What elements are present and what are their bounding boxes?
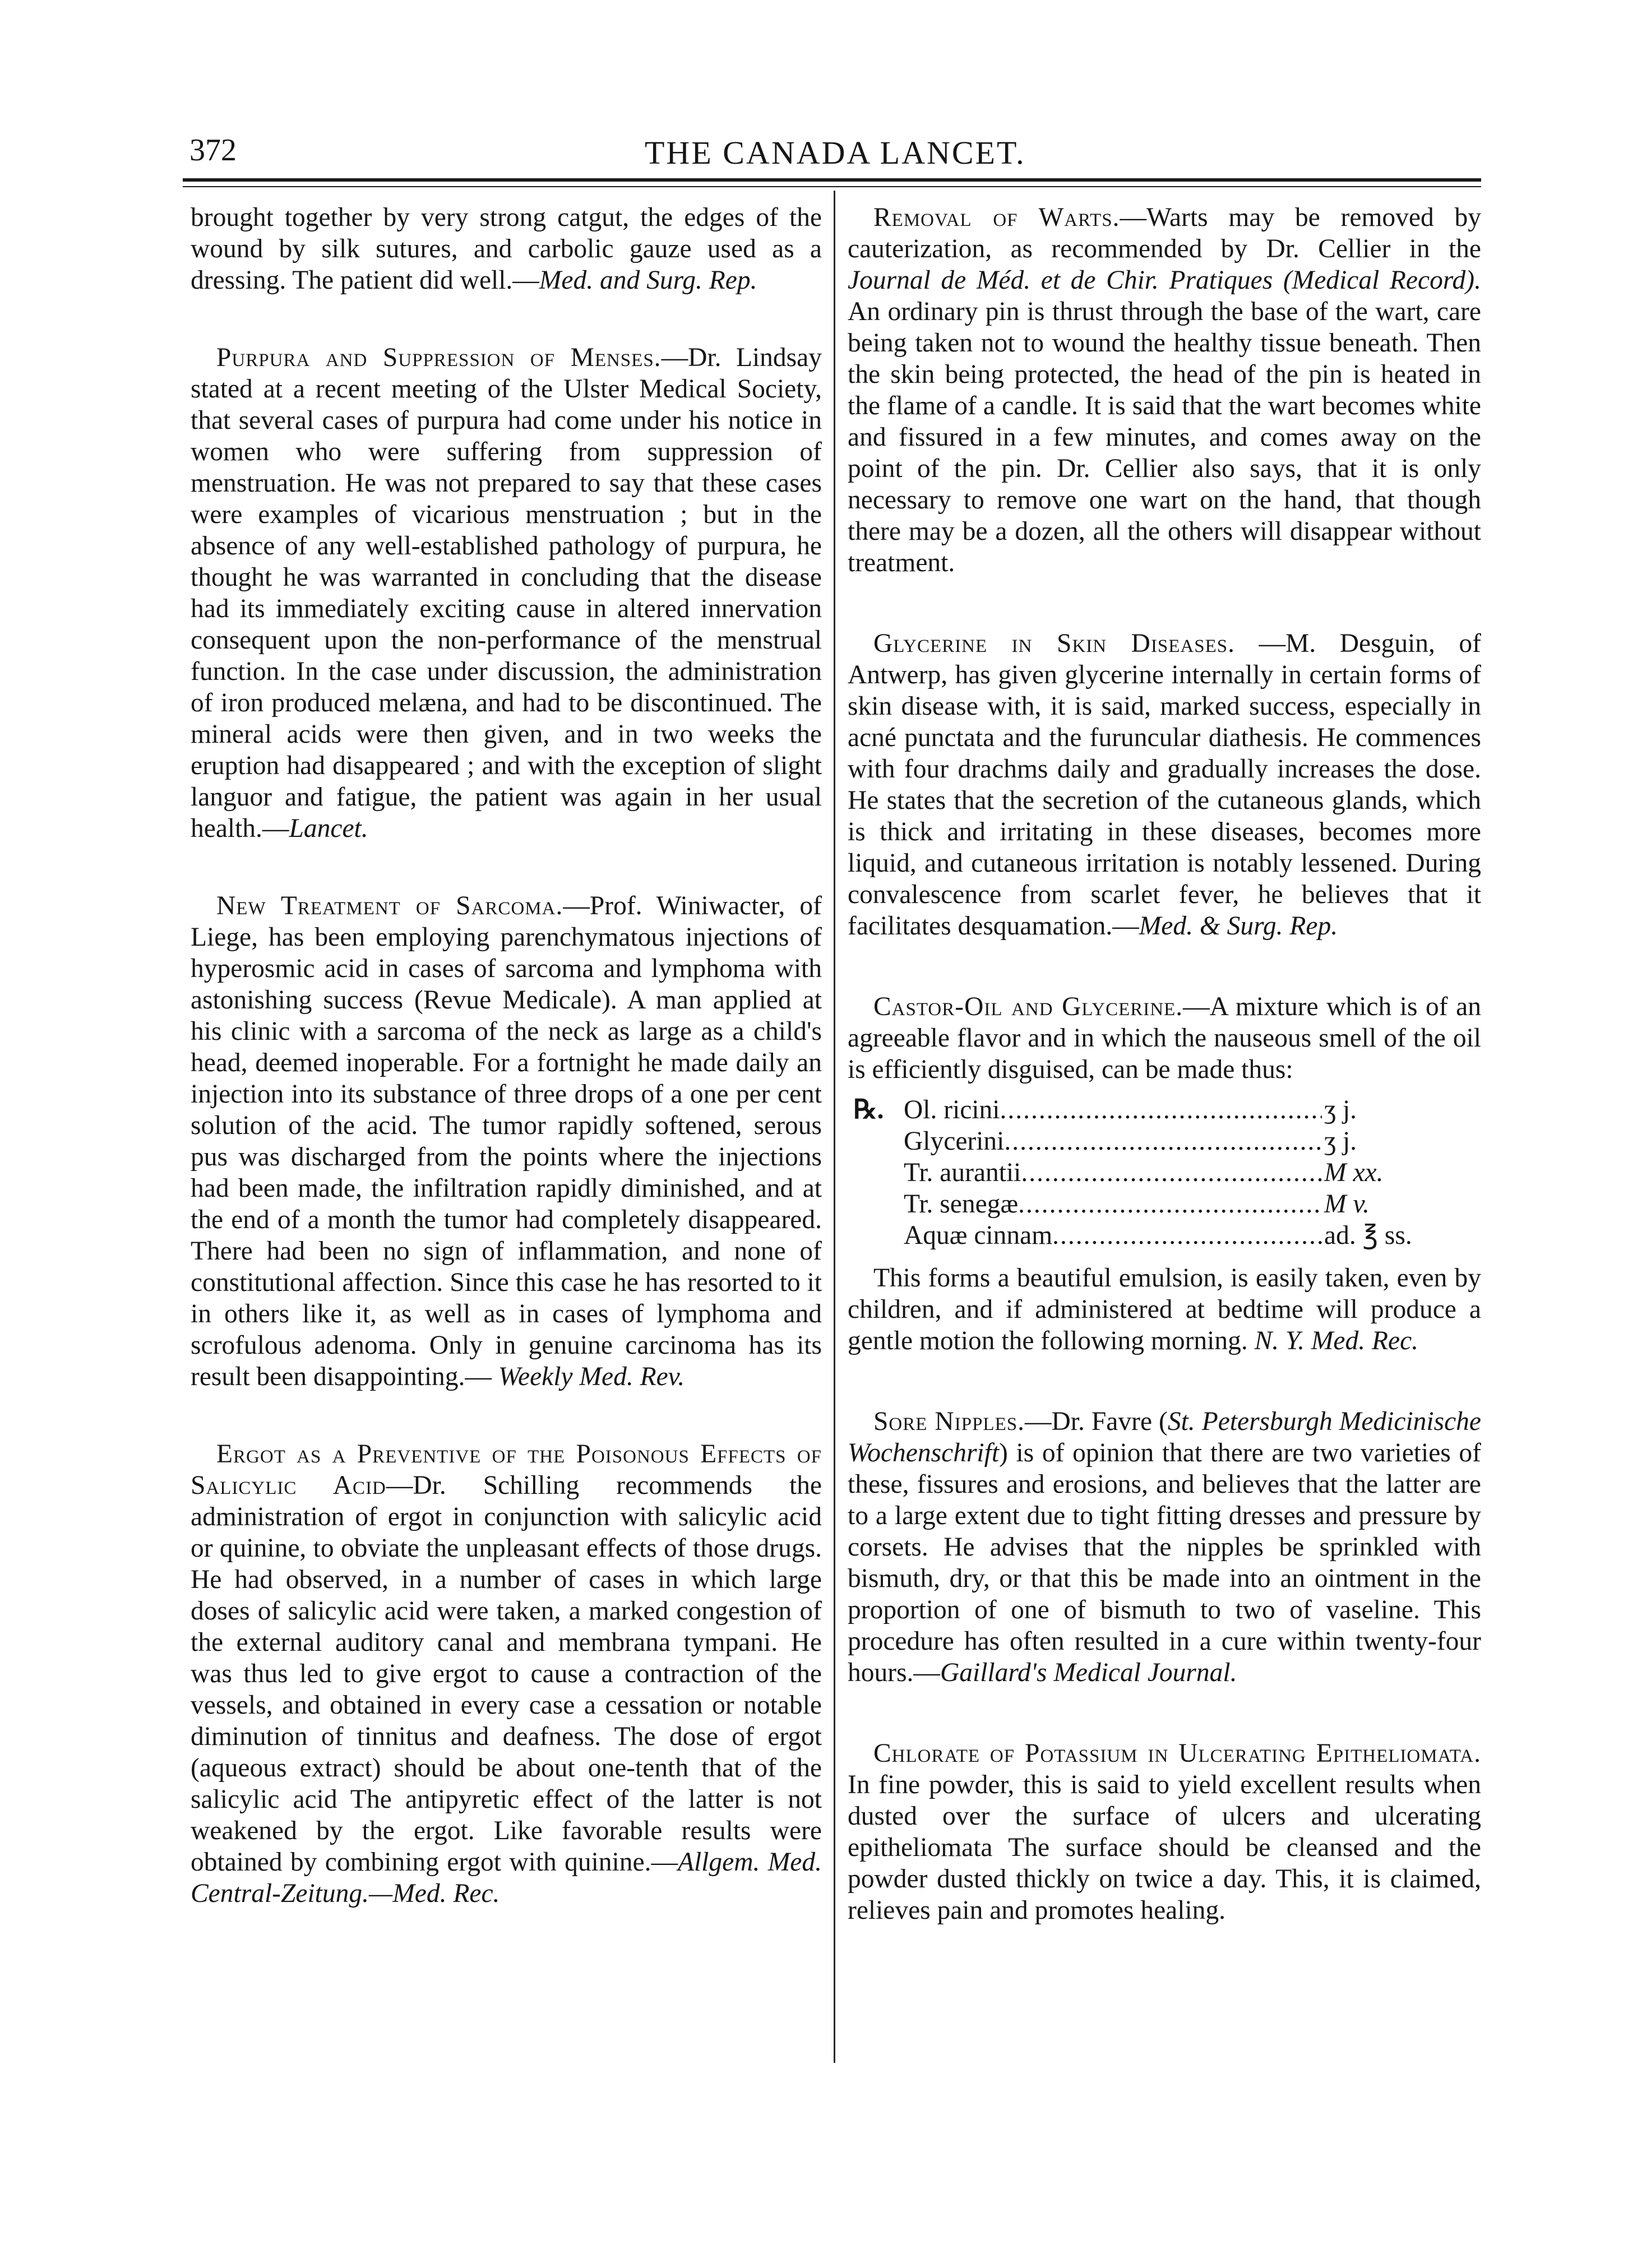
- ingredient-dose: ad. ℥ ss.: [1324, 1221, 1412, 1250]
- article-source: Allgem. Med. Central-Zeitung.—Med. Rec.: [191, 1848, 822, 1908]
- article-source: Weekly Med. Rev.: [498, 1362, 685, 1391]
- article-heading: Removal of Warts.: [873, 203, 1120, 232]
- article-heading: Sore Nipples.: [873, 1407, 1025, 1436]
- article-body: This forms a beautiful emulsion, is easily taken, even by children, and if administered at bedtime will produce a gentle motion the following morning.: [848, 1263, 1481, 1355]
- ingredient-dose: ʒ j.: [1324, 1127, 1357, 1156]
- ingredient-name: Tr. aurantii: [904, 1158, 1021, 1187]
- leader-dots: [1018, 1188, 1322, 1220]
- right-column: [848, 202, 1481, 1926]
- ingredient-name: Glycerini: [904, 1127, 1005, 1156]
- article-body: —Prof. Winiwacter, of Liege, has been employing parenchymatous injections of hyperosmic acid in cases of sarcoma and lymphoma with astonishing success (Revue Medicale). A man applied at his clinic with a sarcoma of the neck as large as a child's head, deemed inoperable. For a fortnight he made daily an injection into its substance of three drops of a one per cent solution of the acid. The tumor rapidly softened, serous pus was discharged from the points where the injections had been made, the infiltration rapidly diminished, and at the end of a month the tumor had completely disappeared. There had been no sign of inflammation, and none of constitutional affection. Since this case he has resorted to it in others like it, as well as in cases of lymphoma and scrofulous adenoma. Only in genuine carcinoma has its result been disappointing.—: [191, 891, 822, 1391]
- article-body: An ordinary pin is thrust through the base of the wart, care being taken not to wound the healthy tissue beneath. Then the skin being protected, the head of the pin is heated in the flame of a candle. It is said that the wart becomes white and fissured in a few minutes, and comes away on the point of the pin. Dr. Cellier also says, that it is only necessary to remove one wart on the hand, that though there may be a dozen, all the others will disappear without treatment.: [848, 297, 1481, 577]
- article-continuation: [191, 202, 822, 296]
- article-body: In fine powder, this is said to yield excellent results when dusted over the surface of ulcers and ulcerating epitheliomata The surface should be cleansed and the powder dusted thickly on twice a day. This, it is claimed, relieves pain and promotes healing.: [848, 1770, 1481, 1925]
- article-chlorate: [848, 1738, 1481, 1926]
- article-ergot: [191, 1438, 822, 1909]
- leader-dots: [1052, 1220, 1322, 1251]
- article-body: —M. Desguin, of Antwerp, has given glycerine internally in certain forms of skin disease with, it is said, marked success, especially in acné punctata and the furuncular diathesis. He commences with four drachms daily and gradually increases the dose. He states that the secretion of the cutaneous glands, which is thick and irritating in these diseases, becomes more liquid, and cutaneous irritation is notably lessened. During convalescence from scarlet fever, he believes that it facilitates desquamation.—: [848, 629, 1481, 941]
- ingredient-dose: M xx.: [1324, 1158, 1384, 1187]
- prescription-table: [848, 1094, 1481, 1251]
- ingredient-dose: M v.: [1324, 1189, 1370, 1219]
- ingredient-dose: ʒ j.: [1324, 1095, 1357, 1124]
- prescription-row: [848, 1126, 1386, 1157]
- prescription-row: [848, 1220, 1412, 1251]
- article-castor-oil: [848, 991, 1481, 1085]
- article-source: Med. and Surg. Rep.: [539, 266, 757, 295]
- header-rule-thick: [183, 178, 1481, 182]
- page-number: 372: [189, 133, 237, 168]
- article-heading: Chlorate of Potassium in Ulcerating Epitheliomata.: [873, 1739, 1481, 1768]
- journal-title: St. Petersburgh Medicinische Wochenschrift: [848, 1407, 1482, 1468]
- ingredient-name: Ol. ricini: [904, 1095, 1000, 1124]
- article-heading: Glycerine in Skin Diseases.: [873, 629, 1236, 658]
- article-source: Gaillard's Medical Journal.: [940, 1658, 1237, 1687]
- prescription-row: [848, 1157, 1386, 1188]
- header-rule-thin: [183, 186, 1481, 187]
- article-source: Lancet.: [289, 814, 368, 843]
- prescription-row: [848, 1094, 1386, 1126]
- journal-title: Journal de Méd. et de Chir. Pratiques (Medical Record).: [848, 266, 1481, 295]
- article-body: —Warts may be removed by cauterization, as recommended by Dr. Cellier in the: [848, 203, 1481, 263]
- article-body: —Dr. Favre (: [1024, 1407, 1168, 1436]
- article-body: ) is of opinion that there are two varieties of these, fissures and erosions, and believes that the latter are to a large extent due to tight fitting dresses and pressure by corsets. He advises that the nipples be sprinkled with bismuth, dry, or that this be made into an ointment in the proportion of one of bismuth to two of vaseline. This procedure has often resulted in a cure within twenty-four hours.—: [848, 1438, 1481, 1687]
- article-body: brought together by very strong catgut, the edges of the wound by silk sutures, and carbolic gauze used as a dressing. The patient did well.—: [191, 203, 822, 295]
- column-divider: [834, 191, 835, 2063]
- article-heading: New Treatment of Sarcoma.: [216, 891, 563, 920]
- article-body: —A mixture which is of an agreeable flavor and in which the nauseous smell of the oil is efficiently disguised, can be made thus:: [848, 992, 1481, 1084]
- article-sarcoma: [191, 890, 822, 1392]
- prescription-row: [848, 1188, 1386, 1220]
- rx-symbol: ℞.: [853, 1095, 884, 1124]
- article-warts: [848, 202, 1481, 578]
- article-purpura: [191, 342, 822, 844]
- article-source: N. Y. Med. Rec.: [1254, 1326, 1419, 1355]
- running-head: THE CANADA LANCET.: [645, 135, 1026, 171]
- leader-dots: [1004, 1126, 1322, 1157]
- article-heading: Ergot as a Preventive of the Poisonous Effects of Salicylic Acid: [191, 1440, 822, 1500]
- leader-dots: [1021, 1157, 1322, 1188]
- article-heading: Castor-Oil and Glycerine.: [873, 992, 1183, 1021]
- article-source: Med. & Surg. Rep.: [1139, 911, 1338, 941]
- left-column: [191, 202, 822, 1909]
- leader-dots: [1000, 1094, 1322, 1126]
- article-body: —Dr. Schilling recommends the administration of ergot in conjunction with salicylic acid or quinine, to obviate the unpleasant effects of those drugs. He had observed, in a number of cases in which large doses of salicylic acid were taken, a marked congestion of the external auditory canal and membrana tympani. He was thus led to give ergot to cause a contraction of the vessels, and obtained in every case a cessation or notable diminution of tinnitus and deafness. The dose of ergot (aqueous extract) should be about one-tenth that of the salicylic acid The antipyretic effect of the latter is not weakened by the ergot. Like favorable results were obtained by combining ergot with quinine.—: [191, 1471, 822, 1877]
- ingredient-name: Tr. senegæ: [904, 1189, 1019, 1219]
- article-body: —Dr. Lindsay stated at a recent meeting of the Ulster Medical Society, that several cases of purpura had come under his notice in women who were suffering from suppression of menstruation. He was not prepared to say that these cases were examples of vicarious menstruation ; but in the absence of any well-established pathology of purpura, he thought he was warranted in concluding that the disease had its immediately exciting cause in altered innervation consequent upon the non-performance of the menstrual function. In the case under discussion, the administration of iron produced melæna, and had to be discontinued. The mineral acids were then given, and in two weeks the eruption had disappeared ; and with the exception of slight languor and fatigue, the patient was again in her usual health.—: [191, 343, 822, 843]
- article-glycerine: [848, 628, 1481, 942]
- ingredient-name: Aquæ cinnam: [904, 1221, 1053, 1250]
- article-sore-nipples: [848, 1406, 1481, 1688]
- article-heading: Purpura and Suppression of Menses.: [216, 343, 662, 372]
- article-castor-oil-conclusion: [848, 1262, 1481, 1357]
